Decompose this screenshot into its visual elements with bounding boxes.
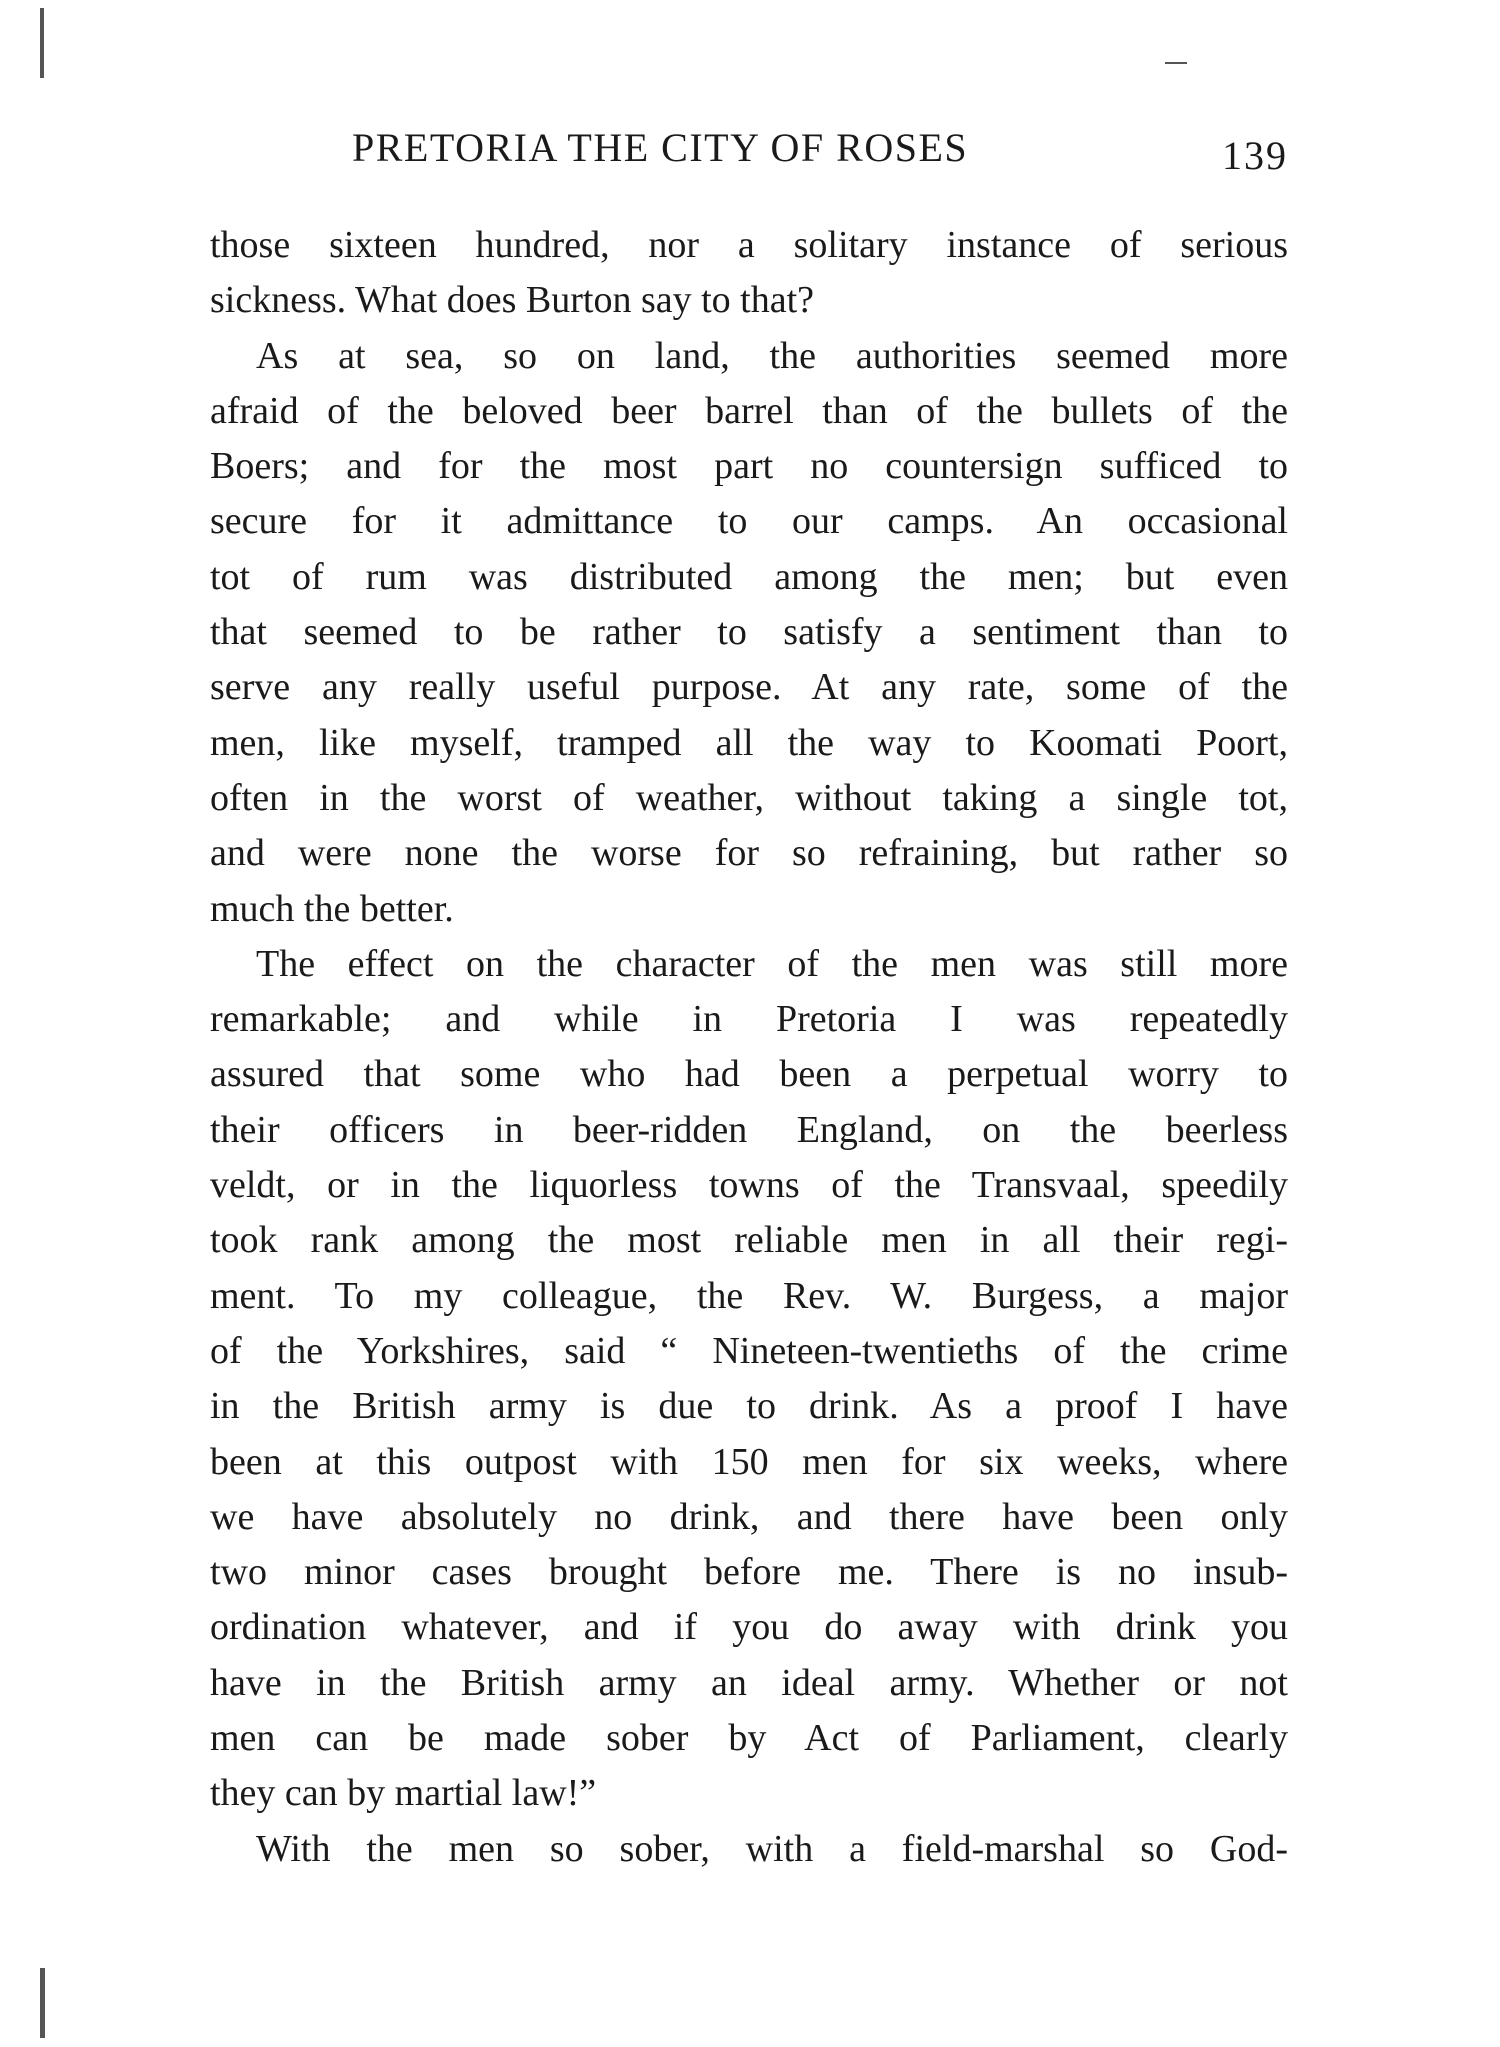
paragraph: [210, 329, 1288, 937]
text-line: The effect on the character of the men was still more: [256, 942, 1288, 985]
text-line: been at this outpost with 150 men for six weeks, where: [210, 1440, 1288, 1483]
text-line: they can by martial law!”: [210, 1772, 597, 1815]
text-line: afraid of the beloved beer barrel than of the bullets of the: [210, 389, 1288, 432]
page-number: 139: [1222, 133, 1288, 178]
body-text: [210, 218, 1288, 1877]
scan-artifact: [40, 1968, 45, 2038]
scan-artifact: [1165, 62, 1187, 64]
text-line: Boers; and for the most part no countersign sufficed to: [210, 445, 1288, 488]
text-line: and were none the worse for so refraining, but rather so: [210, 832, 1288, 875]
text-line: much the better.: [210, 887, 454, 930]
text-line: remarkable; and while in Pretoria I was repeatedly: [210, 998, 1288, 1041]
text-line: men can be made sober by Act of Parliament, clearly: [210, 1717, 1288, 1760]
text-line: two minor cases brought before me. There is no insub-: [210, 1551, 1288, 1594]
text-line: their officers in beer-ridden England, on the beerless: [210, 1108, 1288, 1151]
paragraph: [210, 937, 1288, 1822]
text-line: often in the worst of weather, without taking a single tot,: [210, 776, 1288, 819]
text-line: serve any really useful purpose. At any rate, some of the: [210, 666, 1288, 709]
text-line: of the Yorkshires, said “ Nineteen-twentieths of the crime: [210, 1329, 1288, 1372]
text-line: ordination whatever, and if you do away with drink you: [210, 1606, 1288, 1649]
text-line: As at sea, so on land, the authorities seemed more: [256, 334, 1288, 377]
running-title: PRETORIA THE CITY OF ROSES: [352, 125, 969, 170]
text-line: that seemed to be rather to satisfy a sentiment than to: [210, 611, 1288, 654]
text-line: in the British army is due to drink. As a proof I have: [210, 1385, 1288, 1428]
page-header: [352, 124, 1288, 184]
text-line: assured that some who had been a perpetual worry to: [210, 1053, 1288, 1096]
scan-artifact: [40, 8, 44, 78]
text-line: men, like myself, tramped all the way to Koomati Poort,: [210, 721, 1288, 764]
text-line: veldt, or in the liquorless towns of the Transvaal, speedily: [210, 1164, 1288, 1207]
text-line: we have absolutely no drink, and there have been only: [210, 1495, 1288, 1538]
text-line: tot of rum was distributed among the men; but even: [210, 555, 1288, 598]
text-line: sickness. What does Burton say to that?: [210, 279, 815, 322]
text-line: have in the British army an ideal army. Whether or not: [210, 1661, 1288, 1704]
text-line: secure for it admittance to our camps. An occasional: [210, 500, 1288, 543]
text-line: those sixteen hundred, nor a solitary instance of serious: [210, 224, 1288, 266]
text-line: took rank among the most reliable men in all their regi-: [210, 1219, 1288, 1262]
paragraph: [210, 218, 1288, 329]
paragraph: [210, 1822, 1288, 1877]
text-line: With the men so sober, with a field-marshal so God-: [256, 1827, 1288, 1870]
text-line: ment. To my colleague, the Rev. W. Burgess, a major: [210, 1274, 1288, 1317]
